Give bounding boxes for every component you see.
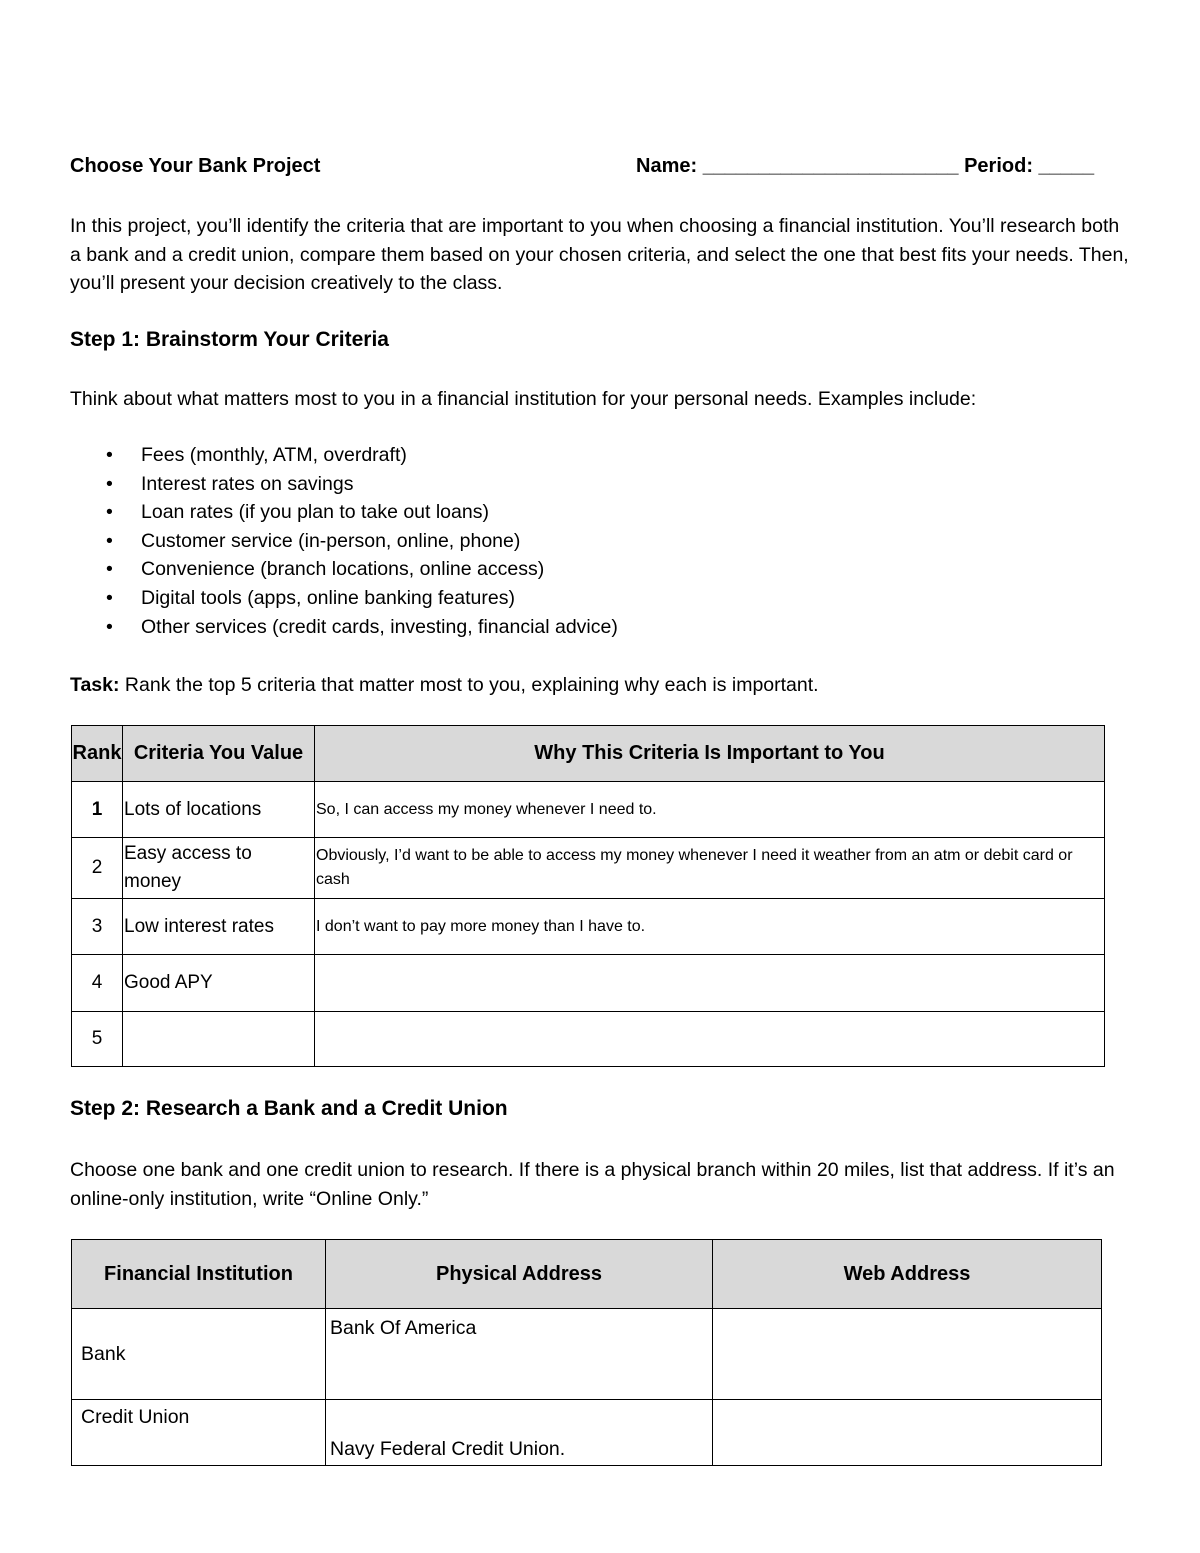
reason-cell[interactable]: I don’t want to pay more money than I have to. [315, 899, 1105, 955]
criteria-cell[interactable]: Easy access to money [123, 838, 315, 899]
name-period-line: Name: _______________________ Period: _____ [636, 155, 1095, 177]
column-header-web: Web Address [713, 1240, 1102, 1309]
table-header-row [72, 1240, 1102, 1309]
rank-cell: 1 [72, 782, 123, 838]
list-item: • Customer service (in-person, online, phone) [70, 527, 618, 556]
reason-cell[interactable]: So, I can access my money whenever I need to. [315, 782, 1105, 838]
bullet-icon: • [106, 444, 113, 466]
criteria-examples-list [70, 441, 618, 641]
column-header-criteria: Criteria You Value [123, 726, 315, 782]
step2-heading: Step 2: Research a Bank and a Credit Union [70, 1097, 508, 1120]
column-header-why: Why This Criteria Is Important to You [315, 726, 1105, 782]
list-item: • Loan rates (if you plan to take out loans) [70, 498, 618, 527]
physical-address-cell[interactable]: Navy Federal Credit Union. [326, 1400, 713, 1466]
criteria-cell[interactable]: Low interest rates [123, 899, 315, 955]
reason-cell[interactable] [315, 955, 1105, 1012]
table-row [72, 1400, 1102, 1466]
bullet-icon: • [106, 558, 113, 581]
table-row [72, 1309, 1102, 1400]
physical-address-cell[interactable]: Bank Of America [326, 1309, 713, 1400]
task-instruction [70, 671, 1130, 700]
rank-cell: 5 [72, 1012, 123, 1067]
institution-type-cell: Bank [72, 1309, 326, 1400]
list-item: • Digital tools (apps, online banking features) [70, 584, 618, 613]
institution-research-table [71, 1239, 1102, 1466]
column-header-address: Physical Address [326, 1240, 713, 1309]
reason-cell[interactable] [315, 1012, 1105, 1067]
task-text: Rank the top 5 criteria that matter most to you, explaining why each is important. [119, 674, 819, 696]
bullet-icon: • [106, 615, 113, 638]
reason-cell[interactable]: Obviously, I’d want to be able to access my money whenever I need it weather from an atm or debit card or cash [315, 838, 1105, 899]
institution-type-cell: Credit Union [72, 1400, 326, 1466]
rank-cell: 4 [72, 955, 123, 1012]
criteria-cell[interactable]: Lots of locations [123, 782, 315, 838]
step2-prompt: Choose one bank and one credit union to research. If there is a physical branch within 20 miles, list that address. If it’s an online-only institution, write “Online Only.” [70, 1159, 1115, 1210]
criteria-ranking-table [71, 725, 1105, 1067]
bullet-icon: • [106, 586, 113, 609]
intro-paragraph: In this project, you’ll identify the criteria that are important to you when choosing a financial institution. You’ll research both a bank and a credit union, compare them based on your chosen criteria, and select the one that best fits your needs. Then, you’ll present your decision creatively to the class. [70, 215, 1129, 294]
bullet-icon: • [106, 501, 113, 524]
criteria-cell[interactable] [123, 1012, 315, 1067]
task-label: Task: [70, 674, 120, 696]
table-header-row [72, 726, 1105, 782]
column-header-institution: Financial Institution [72, 1240, 326, 1309]
web-address-cell[interactable] [713, 1309, 1102, 1400]
table-row [72, 1012, 1105, 1067]
table-row [72, 782, 1105, 838]
page-title: Choose Your Bank Project [70, 155, 321, 177]
step1-heading: Step 1: Brainstorm Your Criteria [70, 328, 389, 351]
list-item: • Convenience (branch locations, online access) [70, 555, 618, 584]
criteria-cell[interactable]: Good APY [123, 955, 315, 1012]
column-header-rank: Rank [72, 726, 123, 782]
table-row [72, 899, 1105, 955]
table-row [72, 955, 1105, 1012]
list-item: • Interest rates on savings [70, 470, 618, 499]
table-row [72, 838, 1105, 899]
bullet-icon: • [106, 529, 113, 552]
bullet-icon: • [106, 472, 113, 495]
list-item: • Fees (monthly, ATM, overdraft) [70, 441, 618, 470]
list-item: • Other services (credit cards, investing, financial advice) [70, 613, 618, 642]
step1-prompt: Think about what matters most to you in a financial institution for your personal needs. Examples include: [70, 388, 977, 410]
web-address-cell[interactable] [713, 1400, 1102, 1466]
rank-cell: 3 [72, 899, 123, 955]
rank-cell: 2 [72, 838, 123, 899]
